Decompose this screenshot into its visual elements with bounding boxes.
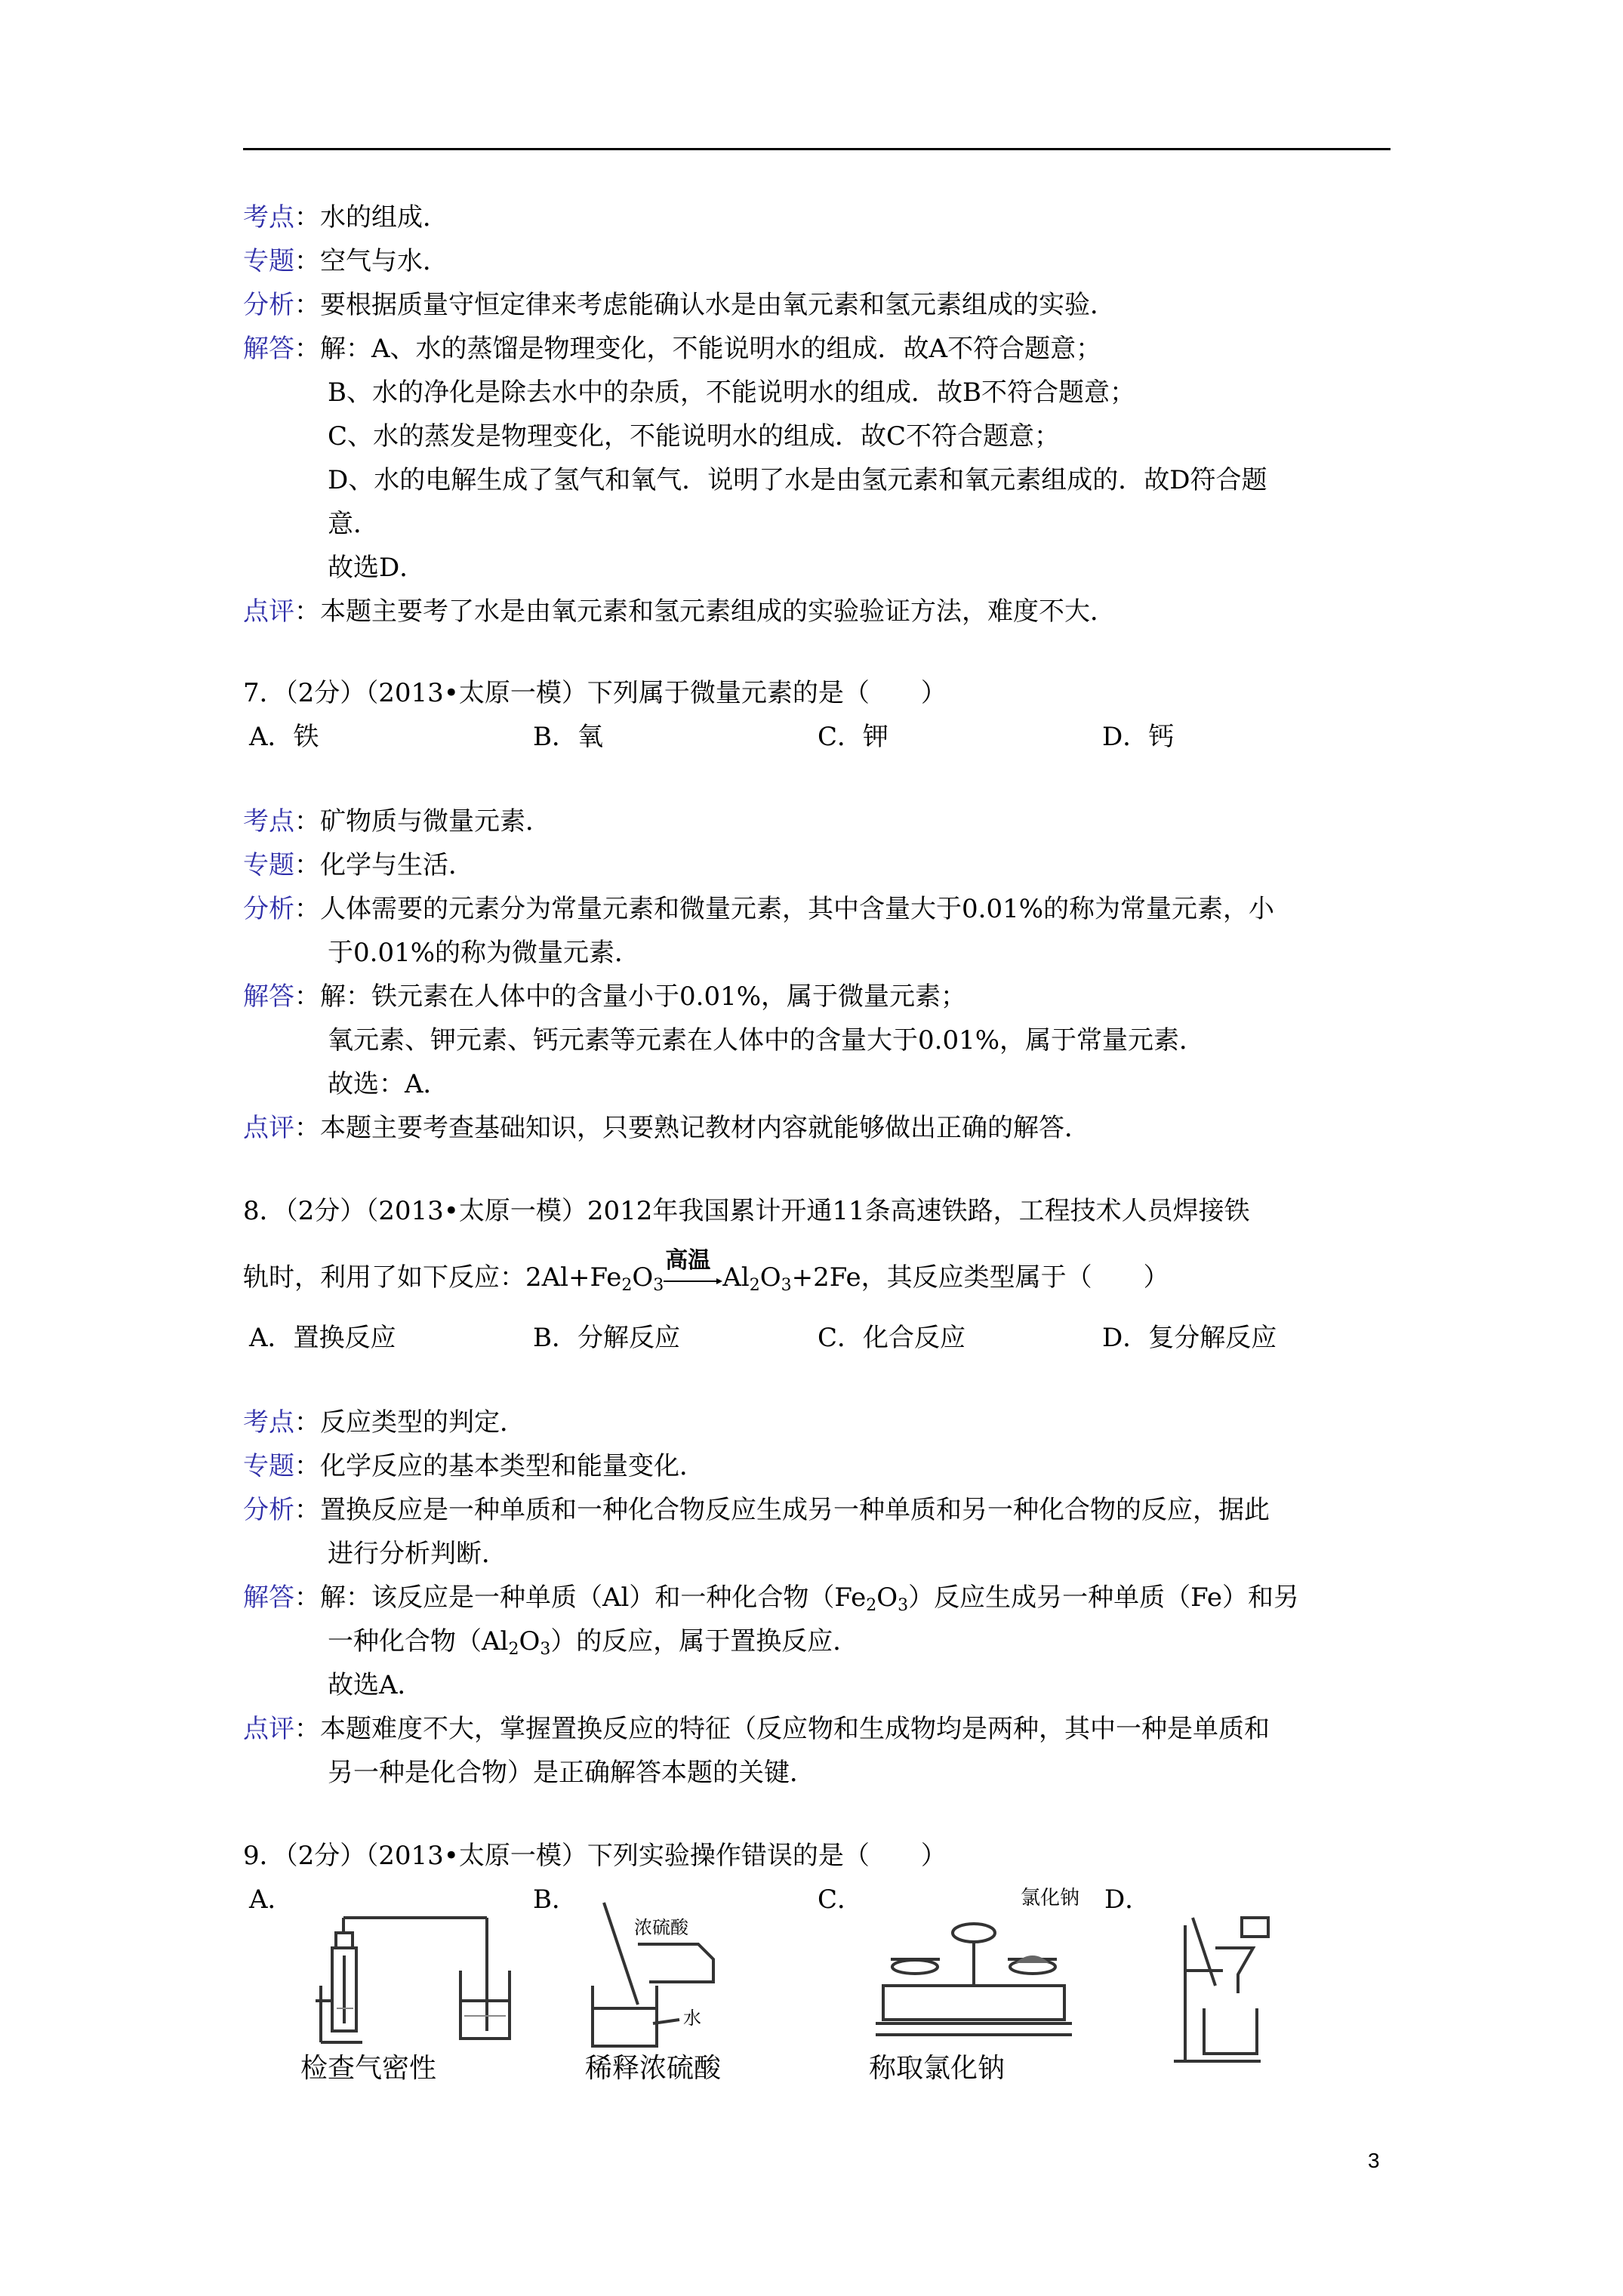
header-rule <box>243 148 1390 150</box>
caption-b: 稀释浓硫酸 <box>585 2053 722 2084</box>
q7-option-c: C．钾 <box>818 722 889 752</box>
q8-jieda: 解答：解：该反应是一种单质（Al）和一种化合物$(Fe_2O_3)$反应生成另一种单质（Fe）和另 <box>243 1583 1300 1615</box>
q7-jieda: 解答：解：铁元素在人体中的含量小于0.01%，属于微量元素； <box>243 982 967 1012</box>
q7-option-a: A．铁 <box>249 722 319 752</box>
q8-fenxi: 分析：置换反应是一种单质和一种化合物反应生成另一种单质和另一种化合物的反应，据此 <box>243 1495 1270 1525</box>
q8-stem-equation: 轨时，利用了如下反应：$2Al+Fe_2O_3$ 高温 $Al_2O_3+2Fe$，其反应类型属于（ ） <box>243 1247 1169 1295</box>
q6-jieda-line: D、水的电解生成了氢气和氧气．说明了水是由氢元素和氧元素组成的．故D符合题 <box>328 465 1267 495</box>
q8-jieda-line: 故选A． <box>328 1670 423 1700</box>
q7-option-d: D．钙 <box>1102 722 1175 752</box>
q6-jieda-line: C、水的蒸发是物理变化，不能说明水的组成．故C不符合题意； <box>328 421 1061 451</box>
label-nacl: 氯化钠 <box>1021 1887 1080 1909</box>
q8-dianping-line: 另一种是化合物）是正确解答本题的关键． <box>328 1758 815 1788</box>
q6-jieda: 解答：解：A、水的蒸馏是物理变化，不能说明水的组成．故A不符合题意； <box>243 334 1102 364</box>
q8-option-b: B．分解反应 <box>533 1323 680 1353</box>
q6-kaodian: 考点：水的组成． <box>243 202 448 233</box>
q7-jieda-line: 氧元素、钾元素、钙元素等元素在人体中的含量大于0.01%，属于常量元素． <box>328 1025 1206 1056</box>
q8-stem: 8．（2分）（2013•太原一模）2012年我国累计开通11条高速铁路，工程技术人员焊接铁 <box>243 1196 1250 1226</box>
label-concentrated-acid: 浓硫酸 <box>634 1917 688 1938</box>
q7-jieda-line: 故选：A． <box>328 1069 449 1099</box>
figure-airtightness-check <box>310 1888 513 2054</box>
q9-option-d: D． <box>1104 1885 1151 1915</box>
q7-stem: 7．（2分）（2013•太原一模）下列属于微量元素的是（ ） <box>243 678 947 708</box>
q7-zhuanti: 专题：化学与生活． <box>243 850 474 880</box>
q9-option-b: B． <box>533 1885 577 1915</box>
figure-weigh-nacl <box>861 1888 1079 2061</box>
q8-zhuanti: 专题：化学反应的基本类型和能量变化． <box>243 1451 705 1481</box>
q6-zhuanti: 专题：空气与水． <box>243 246 448 276</box>
q7-option-b: B．氧 <box>533 722 603 752</box>
q8-option-a: A．置换反应 <box>249 1323 396 1353</box>
q9-option-a: A． <box>249 1885 294 1915</box>
q8-dianping: 点评：本题难度不大，掌握置换反应的特征（反应物和生成物均是两种，其中一种是单质和 <box>243 1714 1270 1744</box>
q8-jieda-line: 一种化合物$(Al_2O_3)$的反应，属于置换反应． <box>328 1626 859 1659</box>
q7-dianping: 点评：本题主要考查基础知识，只要熟记教材内容就能够做出正确的解答． <box>243 1113 1090 1143</box>
q7-kaodian: 考点：矿物质与微量元素． <box>243 806 551 837</box>
q9-option-c: C． <box>818 1885 864 1915</box>
q8-option-c: C．化合反应 <box>818 1323 966 1353</box>
arrow-icon <box>664 1277 722 1285</box>
caption-c: 称取氯化钠 <box>869 2053 1006 2084</box>
figure-dilute-acid <box>581 1888 755 2061</box>
q6-jieda-line: 意． <box>328 509 379 539</box>
q8-option-d: D．复分解反应 <box>1102 1323 1277 1353</box>
q9-stem: 9．（2分）（2013•太原一模）下列实验操作错误的是（ ） <box>243 1841 947 1871</box>
label-water: 水 <box>683 2008 701 2029</box>
q8-fenxi-line: 进行分析判断． <box>328 1539 507 1569</box>
reaction-condition: 高温 <box>665 1247 711 1274</box>
caption-a: 检查气密性 <box>300 2053 437 2084</box>
q6-dianping: 点评：本题主要考了水是由氧元素和氢元素组成的实验验证方法，难度不大． <box>243 596 1116 627</box>
q6-fenxi: 分析：要根据质量守恒定律来考虑能确认水是由氧元素和氢元素组成的实验． <box>243 290 1116 320</box>
page-number: 3 <box>1368 2149 1380 2172</box>
q6-jieda-line: 故选D． <box>328 553 426 583</box>
q7-fenxi: 分析：人体需要的元素分为常量元素和微量元素，其中含量大于0.01%的称为常量元素，小 <box>243 894 1275 924</box>
reaction-arrow <box>664 1247 722 1293</box>
q6-jieda-line: B、水的净化是除去水中的杂质，不能说明水的组成．故B不符合题意； <box>328 378 1135 408</box>
figure-filtration <box>1170 1903 1291 2069</box>
q7-fenxi-line: 于0.01%的称为微量元素． <box>328 938 641 968</box>
q8-kaodian: 考点：反应类型的判定． <box>243 1407 525 1438</box>
